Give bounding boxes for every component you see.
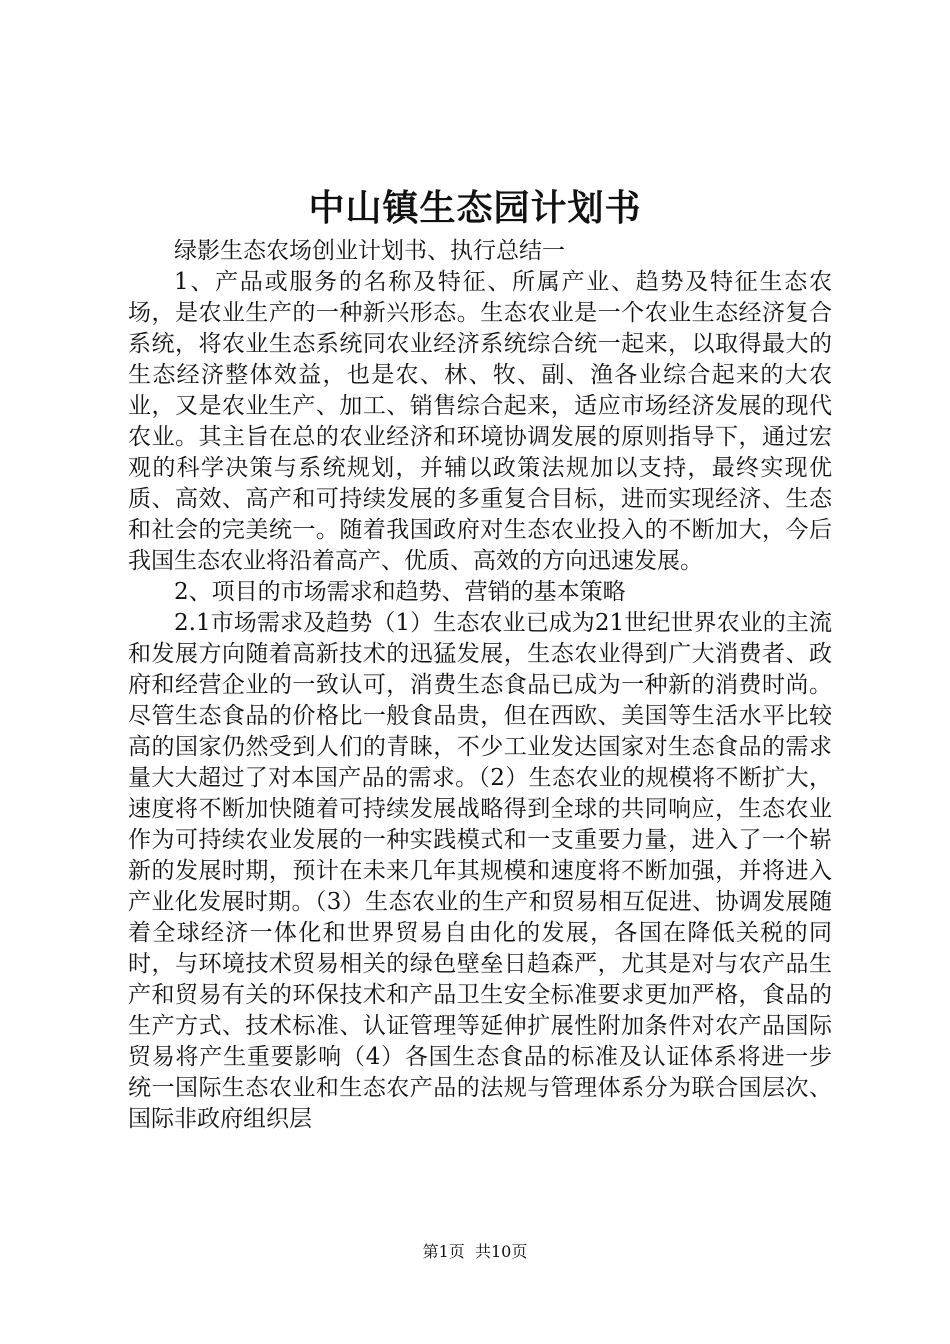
document-body xyxy=(128,236,832,1135)
page-footer xyxy=(0,1240,950,1264)
paragraph-product-description: 1、产品或服务的名称及特征、所属产业、趋势及特征生态农场，是农业生产的一种新兴形态。生态农业是一个农业生态经济复合系统，将农业生态系统同农业经济系统综合统一起来，以取得最大的生态经济整体效益，也是农、林、牧、副、渔各业综合起来的大农业，又是农业生产、加工、销售综合起来，适应市场经济发展的现代农业。其主旨在总的农业经济和环境协调发展的原则指导下，通过宏观的科学决策与系统规划，并辅以政策法规加以支持，最终实现优质、高效、高产和可持续发展的多重复合目标，进而实现经济、生态和社会的完美统一。随着我国政府对生态农业投入的不断加大，今后我国生态农业将沿着高产、优质、高效的方向迅速发展。 xyxy=(128,269,832,574)
page-total: 共10页 xyxy=(474,1242,528,1261)
document-title: 中山镇生态园计划书 xyxy=(308,187,642,229)
paragraph-subtitle: 绿影生态农场创业计划书、执行总结一 xyxy=(174,238,565,264)
page-number: 第1页 xyxy=(422,1242,465,1261)
paragraph-market-trends: 2.1市场需求及趋势（1）生态农业已成为21世纪世界农业的主流和发展方向随着高新技术的迅猛发展，生态农业得到广大消费者、政府和经营企业的一致认可，消费生态食品已成为一种新的消费时尚。尽管生态食品的价格比一般食品贵，但在西欧、美国等生活水平比较高的国家仍然受到人们的青睐，不少工业发达国家对生态食品的需求量大大超过了对本国产品的需求。（2）生态农业的规模将不断扩大，速度将不断加快随着可持续发展战略得到全球的共同响应，生态农业作为可持续农业发展的一种实践模式和一支重要力量，进入了一个崭新的发展时期，预计在未来几年其规模和速度将不断加强，并将进入产业化发展时期。（3）生态农业的生产和贸易相互促进、协调发展随着全球经济一体化和世界贸易自由化的发展，各国在降低关税的同时，与环境技术贸易相关的绿色壁垒日趋森严，尤其是对与农产品生产和贸易有关的环保技术和产品卫生安全标准要求更加严格，食品的生产方式、技术标准、认证管理等延伸扩展性附加条件对农产品国际贸易将产生重要影响（4）各国生态食品的标准及认证体系将进一步统一国际生态农业和生态农产品的法规与管理体系分为联合国层次、国际非政府组织层 xyxy=(128,610,832,1132)
paragraph-market-heading: 2、项目的市场需求和趋势、营销的基本策略 xyxy=(174,579,626,605)
